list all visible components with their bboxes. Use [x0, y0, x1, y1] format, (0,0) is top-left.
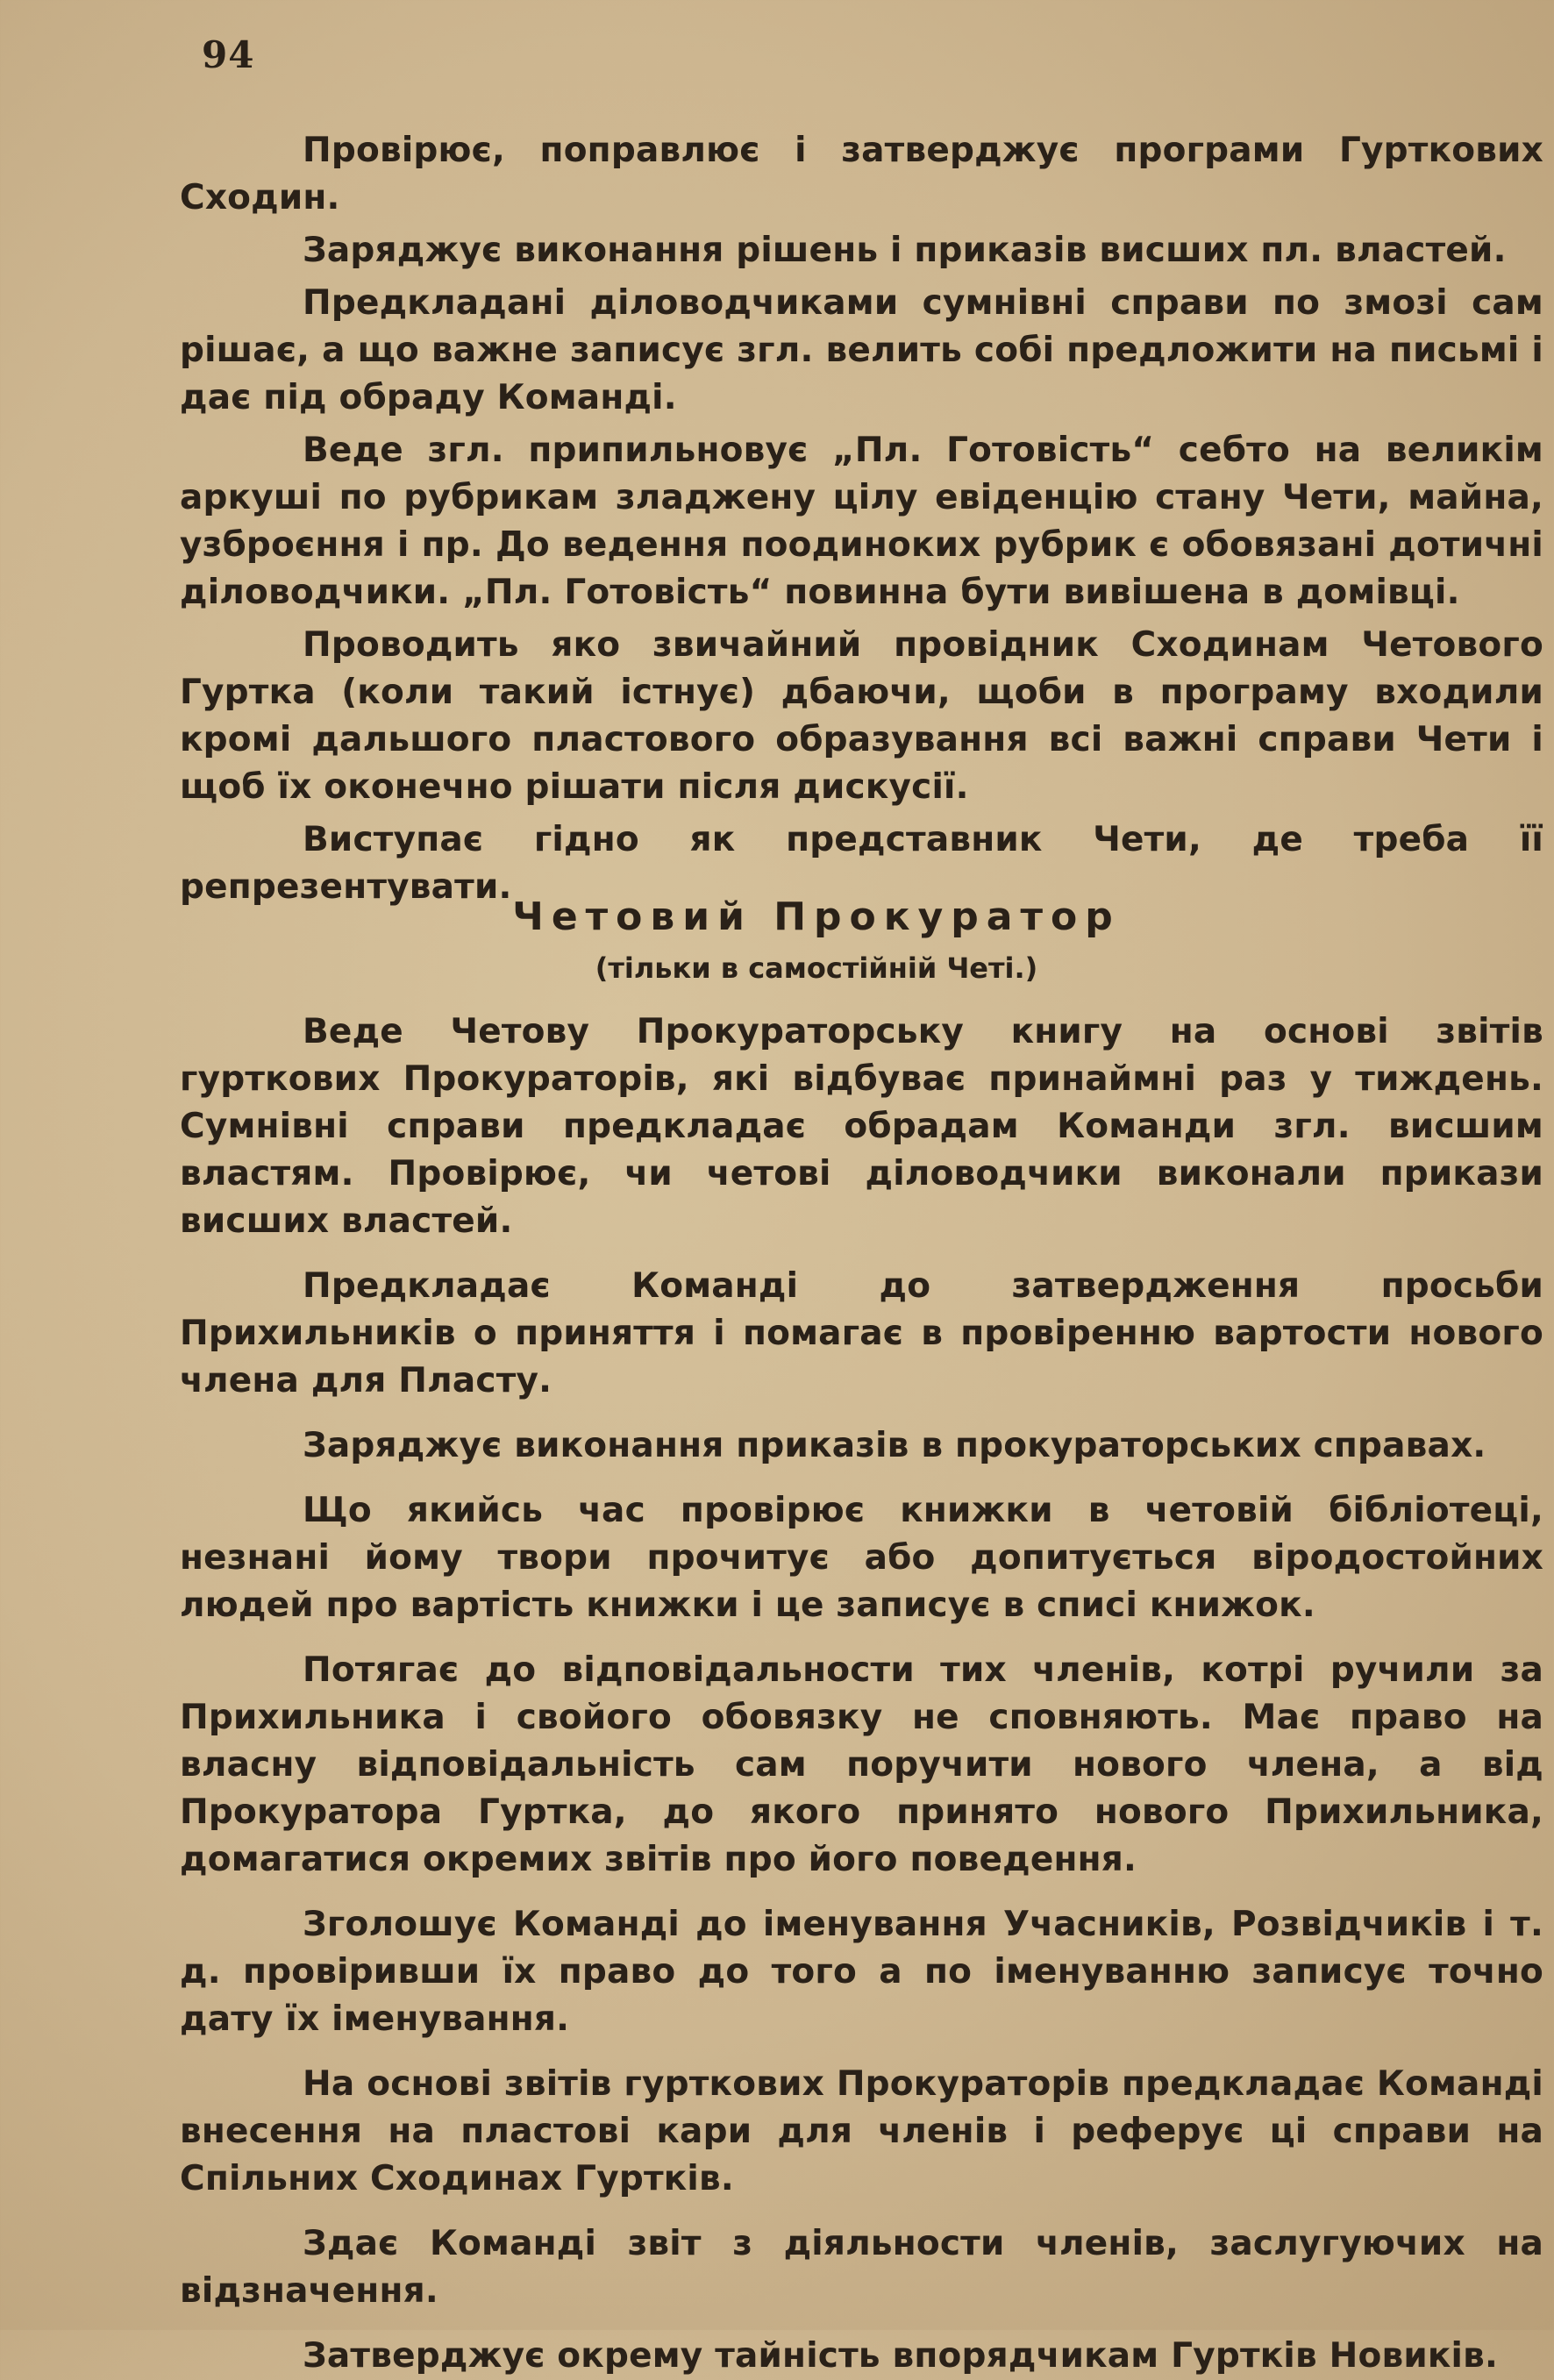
- section-title: Четовий Прокуратор: [512, 894, 1121, 939]
- section-subtitle: (тільки в самостійній Четі.): [595, 951, 1038, 985]
- paragraph: Предкладає Команді до затвердження просьби Прихильників о приняття і помагає в провіренню вартости нового члена для Пласту.: [180, 1266, 1543, 1400]
- paragraph: Здає Команді звіт з діяльности членів, заслугуючих на відзначення.: [180, 2224, 1543, 2311]
- paragraph: Зголошує Команді до іменування Учасників, Розвідчиків і т. д. провіривши їх право до того а по іменуванню записує точно дату їх іменування.: [180, 1905, 1543, 2039]
- paragraph: Проводить яко звичайний провідник Сходинам Четового Гуртка (коли такий істнує) дбаючи, щоби в програму входили кромі дальшого пластового образування всі важні справи Чети і щоб їх оконечно рішати після дискусії.: [180, 625, 1543, 807]
- paragraph: Потягає до відповідальности тих членів, котрі ручили за Прихильника і свойого обовязку не сповняють. Має право на власну відповідальність сам поручити нового члена, а від Прокуратора Гуртка, до якого принято нового Прихильника, домагатися окремих звітів про його поведення.: [180, 1650, 1543, 1879]
- page-number: 94: [202, 33, 255, 76]
- paragraph: Затверджує окрему тайність впорядчикам Гуртків Новиків.: [303, 2336, 1499, 2376]
- paragraph: Предкладані діловодчиками сумнівні справи по змозі сам рішає, а що важне записує згл. велить собі предложити на письмі і дає під обраду Команді.: [180, 283, 1543, 417]
- paragraph: Провірює, поправлює і затверджує програми Гурткових Сходин.: [180, 131, 1543, 217]
- paragraph: Веде Четову Прокураторську книгу на основі звітів гурткових Прокураторів, які відбуває принаймні раз у тиждень. Сумнівні справи предкладає обрадам Команди згл. висшим властям. Провірює, чи четові діловодчики виконали прикази висших властей.: [180, 1012, 1543, 1241]
- paragraph: Заряджує виконання рішень і приказів висших пл. властей.: [303, 231, 1507, 270]
- section-prosecutor-text: [180, 1008, 1543, 2380]
- section-duties-text: [180, 127, 1543, 911]
- paragraph: Виступає гідно як представник Чети, де треба її репрезентувати.: [180, 820, 1543, 907]
- paragraph: На основі звітів гурткових Прокураторів предкладає Команді внесення на пластові кари для членів і реферує ці справи на Спільних Сходинах Гуртків.: [180, 2064, 1543, 2198]
- paragraph: Заряджує виконання приказів в прокураторських справах.: [303, 1426, 1486, 1465]
- paragraph: Що якийсь час провірює книжки в четовій бібліотеці, незнані йому твори прочитує або допитується віродостойних людей про вартість книжки і це записує в списі книжок.: [180, 1491, 1543, 1625]
- paragraph: Веде згл. припильновує „Пл. Готовість“ себто на великім аркуші по рубрикам зладжену цілу евіденцію стану Чети, майна, узброєння і пр. До ведення поодиноких рубрик є обовязані дотичні діловодчики. „Пл. Готовість“ повинна бути вивішена в домівці.: [180, 431, 1543, 612]
